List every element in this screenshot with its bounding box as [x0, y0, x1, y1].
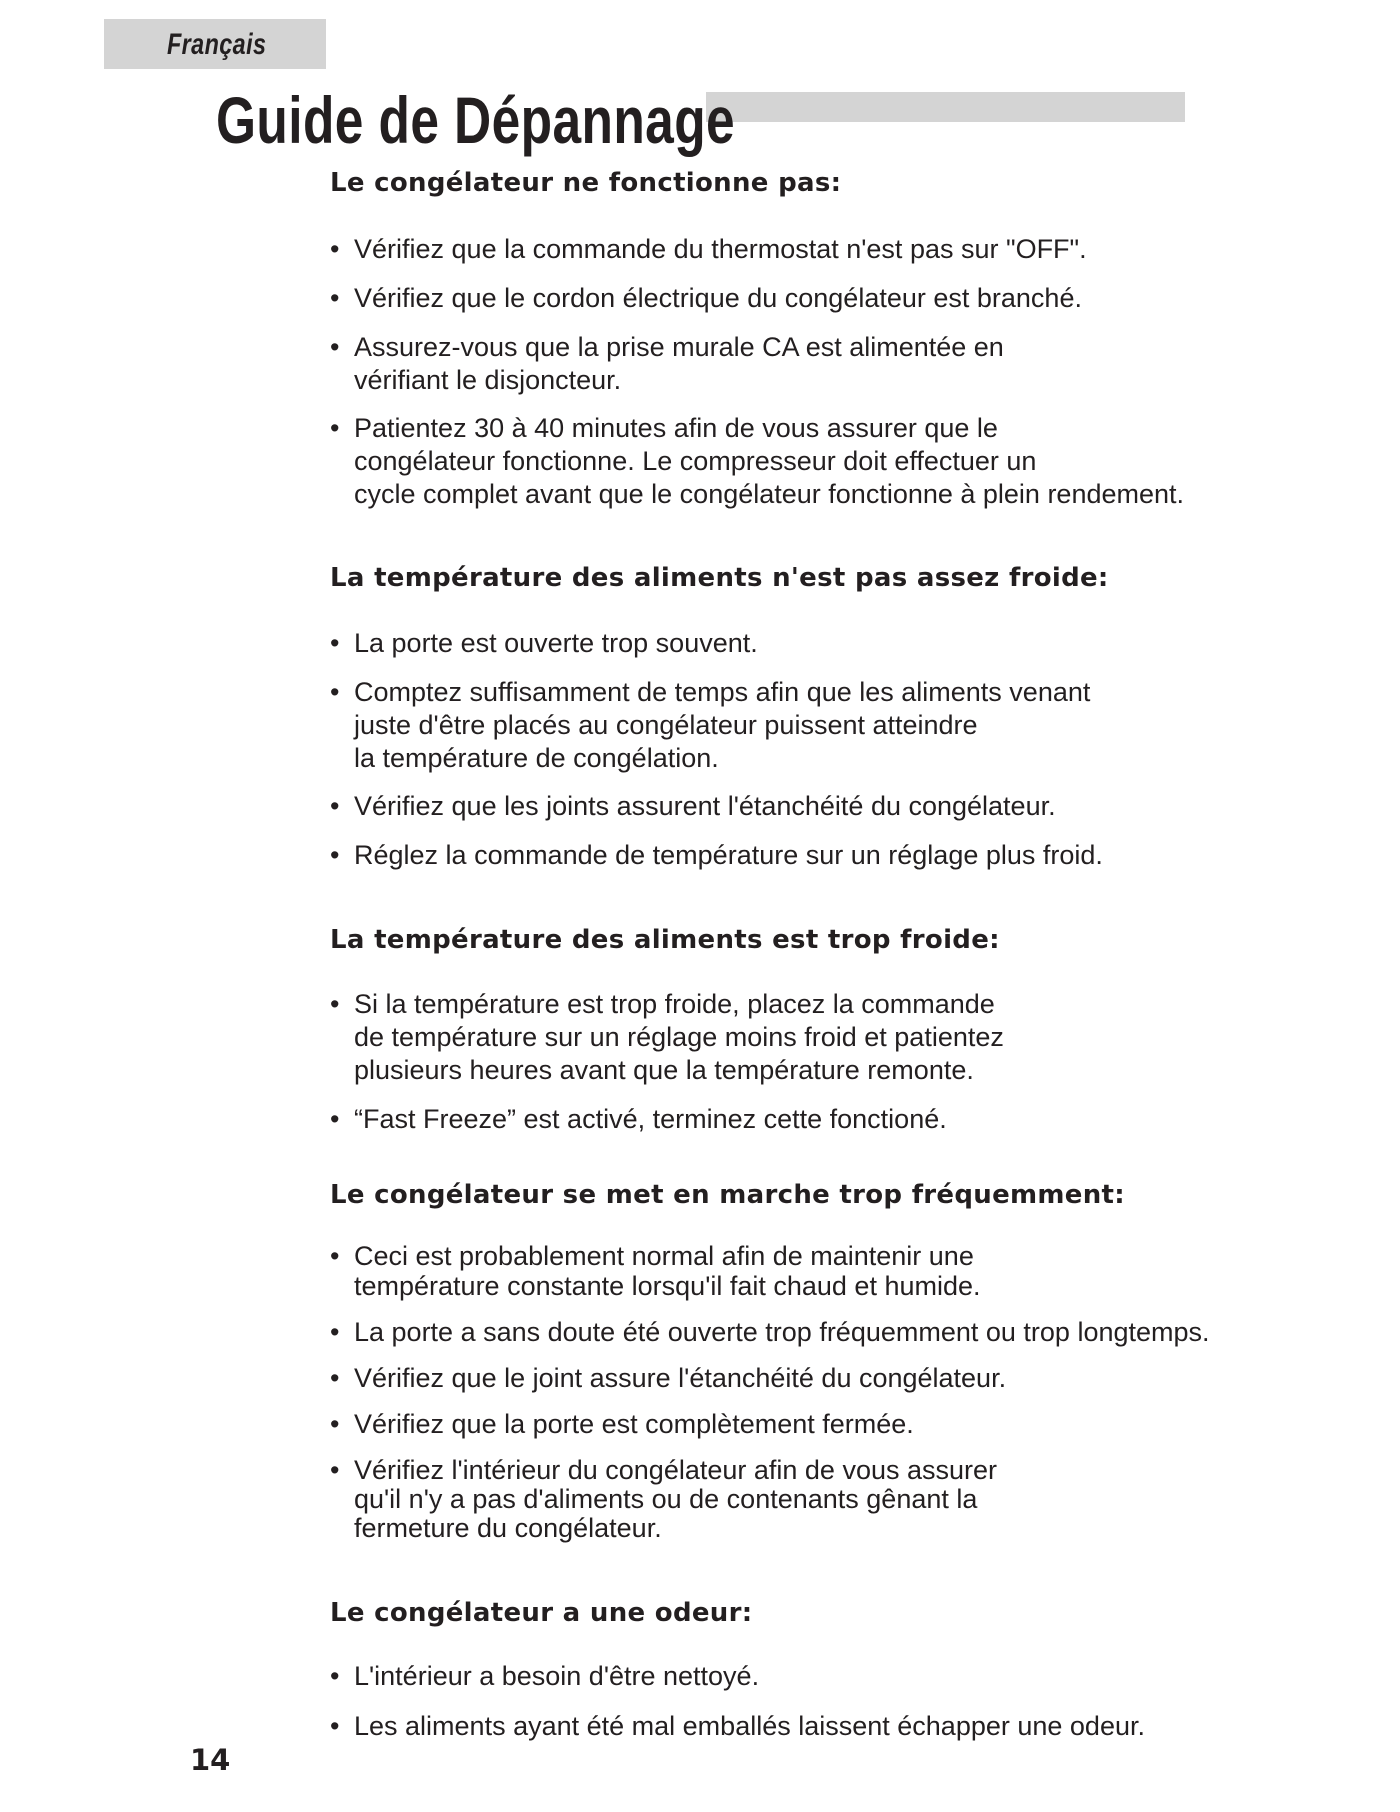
section-heading: Le congélateur ne fonctionne pas: — [330, 168, 842, 198]
bullet-text-line: Vérifiez que les joints assurent l'étanchéité du congélateur. — [354, 791, 1056, 821]
bullet-text-line: Patientez 30 à 40 minutes afin de vous assurer que le — [354, 413, 998, 443]
bullet-icon: • — [330, 1363, 340, 1393]
bullet-text-line: La porte est ouverte trop souvent. — [354, 628, 758, 658]
bullet-text-line: Vérifiez que la porte est complètement fermée. — [354, 1409, 914, 1439]
bullet-text-line: Vérifiez que le joint assure l'étanchéité du congélateur. — [354, 1363, 1007, 1393]
page-number: 14 — [190, 1743, 231, 1777]
bullet-icon: • — [330, 1711, 340, 1741]
bullet-text-line: juste d'être placés au congélateur puissent atteindre — [354, 710, 978, 740]
bullet-text-line: fermeture du congélateur. — [354, 1513, 662, 1543]
bullet-icon: • — [330, 791, 340, 821]
title-bar-decoration — [706, 92, 1185, 122]
section-heading: La température des aliments n'est pas assez froide: — [330, 563, 1109, 593]
bullet-text-line: qu'il n'y a pas d'aliments ou de contenants gênant la — [354, 1484, 978, 1514]
bullet-icon: • — [330, 677, 340, 707]
section-heading: La température des aliments est trop froide: — [330, 925, 1000, 955]
bullet-text-line: Vérifiez l'intérieur du congélateur afin de vous assurer — [354, 1455, 998, 1485]
bullet-icon: • — [330, 413, 340, 443]
bullet-icon: • — [330, 1661, 340, 1691]
bullet-icon: • — [330, 989, 340, 1019]
language-label: Français — [167, 28, 267, 61]
bullet-icon: • — [330, 1409, 340, 1439]
bullet-text-line: Comptez suffisamment de temps afin que les aliments venant — [354, 677, 1091, 707]
bullet-icon: • — [330, 1317, 340, 1347]
bullet-icon: • — [330, 1241, 340, 1271]
bullet-text-line: Réglez la commande de température sur un réglage plus froid. — [354, 840, 1103, 870]
bullet-text-line: Les aliments ayant été mal emballés laissent échapper une odeur. — [354, 1711, 1145, 1741]
bullet-icon: • — [330, 234, 340, 264]
language-tab — [104, 19, 326, 69]
section-heading: Le congélateur se met en marche trop fréquemment: — [330, 1180, 1125, 1210]
bullet-icon: • — [330, 332, 340, 362]
bullet-text-line: Ceci est probablement normal afin de maintenir une — [354, 1241, 974, 1271]
bullet-text-line: Vérifiez que la commande du thermostat n'est pas sur "OFF". — [354, 234, 1087, 264]
bullet-icon: • — [330, 283, 340, 313]
bullet-text-line: Si la température est trop froide, placez la commande — [354, 989, 995, 1019]
bullet-text-line: la température de congélation. — [354, 743, 719, 773]
bullet-text-line: vérifiant le disjoncteur. — [354, 365, 622, 395]
bullet-icon: • — [330, 1455, 340, 1485]
bullet-text-line: cycle complet avant que le congélateur fonctionne à plein rendement. — [354, 479, 1185, 509]
bullet-text-line: température constante lorsqu'il fait chaud et humide. — [354, 1271, 981, 1301]
bullet-text-line: L'intérieur a besoin d'être nettoyé. — [354, 1661, 760, 1691]
bullet-text-line: Assurez-vous que la prise murale CA est alimentée en — [354, 332, 1004, 362]
bullet-icon: • — [330, 628, 340, 658]
bullet-icon: • — [330, 840, 340, 870]
page-title: Guide de Dépannage — [216, 83, 736, 157]
bullet-text-line: plusieurs heures avant que la température remonte. — [354, 1055, 974, 1085]
bullet-text-line: de température sur un réglage moins froid et patientez — [354, 1022, 1004, 1052]
bullet-text-line: La porte a sans doute été ouverte trop fréquemment ou trop longtemps. — [354, 1317, 1210, 1347]
bullet-icon: • — [330, 1104, 340, 1134]
bullet-text-line: congélateur fonctionne. Le compresseur doit effectuer un — [354, 446, 1037, 476]
bullet-text-line: Vérifiez que le cordon électrique du congélateur est branché. — [354, 283, 1082, 313]
section-heading: Le congélateur a une odeur: — [330, 1598, 753, 1628]
bullet-text-line: “Fast Freeze” est activé, terminez cette fonctioné. — [354, 1104, 947, 1134]
